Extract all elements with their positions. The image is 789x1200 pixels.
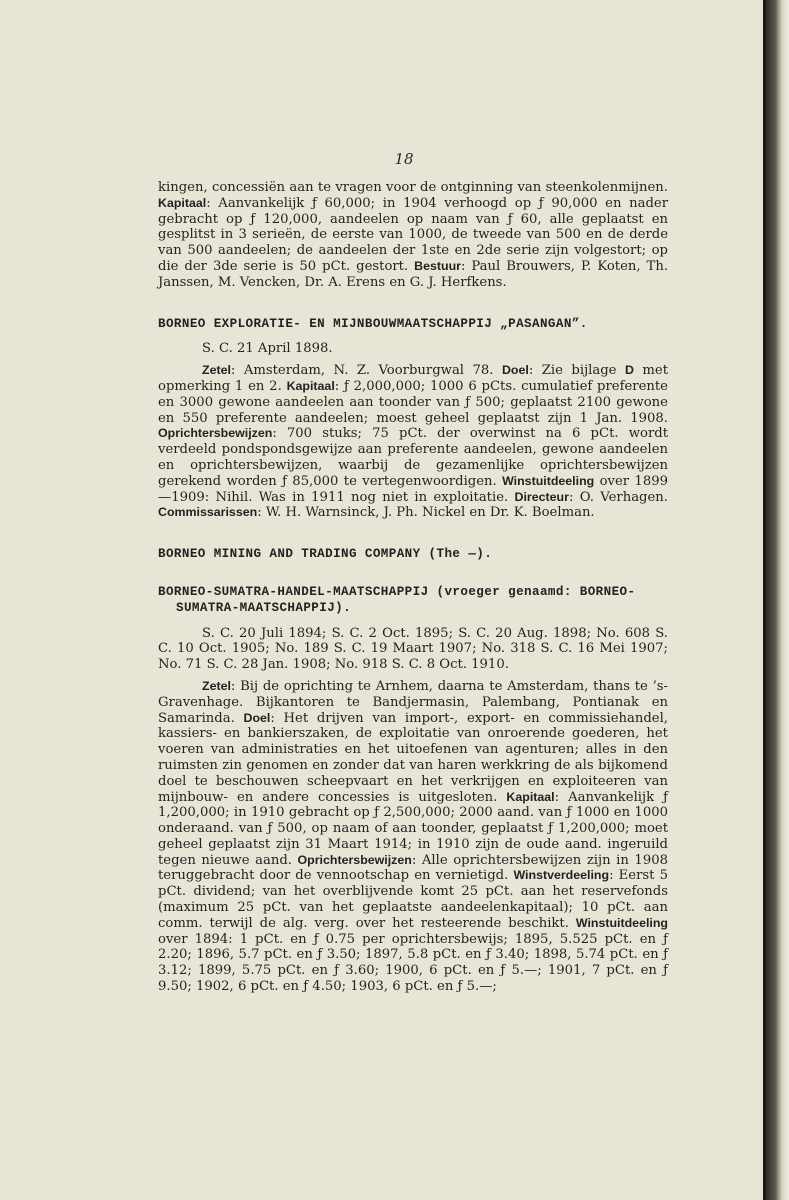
text-run: over 1894: 1 pCt. en ƒ 0.75 per oprichtersbewijs; 1895, 5.525 pCt. en ƒ 2.20; 1896, 5.7 pCt. en ƒ 3.50; 1897, 5.8 pCt. en ƒ 3.40; 1898, 5.74 pCt. en ƒ 3.12; 1899, 5.75 pCt. en ƒ 3.60; 1900, 6 pCt. en ƒ 5.—; 1901, 7 pCt. en ƒ 9.50; 1902, 6 pCt. en ƒ 4.50; 1903, 6 pCt. en ƒ 5.—; xyxy=(158,931,668,995)
text-run: : Amsterdam, N. Z. Voorburgwal 78. xyxy=(230,363,502,379)
keyword-kapitaal: Kapitaal xyxy=(506,789,555,804)
text-run: : Aanvankelijk ƒ 1,200,000; in 1910 gebracht op ƒ 2,500,000; 2000 aand. van ƒ 1000 en 1000 onderaand. van ƒ 500, op naam of aan toonder, geplaatst ƒ 1,200,000; moet geheel geplaatst zijn 31 Maart 1914; in 1910 zijn de oude aand. ingeruild tegen nieuwe aand. xyxy=(158,789,668,868)
keyword-doel: Doel xyxy=(243,710,271,725)
text-run: : W. H. Warnsinck, J. Ph. Nickel en Dr. K. Boelman. xyxy=(257,505,595,521)
text-run: kingen, concessiën aan te vragen voor de ontginning van steenkolenmijnen. xyxy=(158,180,668,195)
company-heading-borneo-sumatra: BORNEO-SUMATRA-HANDEL-MAATSCHAPPIJ (vroeger genaamd: BORNEO-SUMATRA-MAATSCHAPPIJ). xyxy=(158,584,636,615)
keyword-oprichtersbewijzen: Oprichtersbewijzen xyxy=(158,426,273,441)
text-run: : 700 stuks; 75 pCt. der overwinst na 6 pCt. wordt verdeeld pondspondsgewijze aan preferente aandeelen, gewone aandeelen en oprichtersbewijzen, waarbij de gezamenlijke oprichtersbewijzen gerekend worden ƒ 85,000 te vertegenwoordigen. xyxy=(158,426,668,489)
keyword-winstuitdeeling: Winstuitdeeling xyxy=(575,915,668,930)
keyword-kapitaal: Kapitaal xyxy=(286,378,335,393)
company-description xyxy=(158,363,668,521)
intro-paragraph xyxy=(158,180,668,291)
text-run: : Zie bijlage xyxy=(528,363,625,379)
text-run: : Het drijven van import-, export- en commissiehandel, kassiers- en bankierszaken, de exploitatie van onroerende goederen, het voeren van administraties en het uitoefenen van agenturen; alles in den ruimsten zin genomen en zonder dat van haren werkkring de als bijkomend doel te beschouwen scheepvaart en het verkrijgen en exploiteeren van mijnbouw- en andere concessies is uitgesloten. xyxy=(158,710,668,805)
keyword-directeur: Directeur xyxy=(514,489,569,504)
text-run: : Paul Brouwers, P. Koten, Th. Janssen, M. Vencken, Dr. A. Erens en G. J. Herfkens. xyxy=(158,258,669,290)
text-run: : Aanvankelijk ƒ 60,000; in 1904 verhoogd op ƒ 90,000 en nader gebracht op ƒ 120,000, aandeelen op naam van ƒ 60, alle geplaatst en gesplitst in 3 serieën, de eerste van 1000, de tweede van 500 en de derde van 500 aandeelen; de aandeelen der 1ste en 2de serie zijn volgestort; op die der 3de serie is 50 pCt. gestort. xyxy=(158,195,668,274)
keyword-bestuur: Bestuur xyxy=(414,258,461,273)
keyword-bijlage: D xyxy=(624,363,634,378)
statute-reference: S. C. 21 April 1898. xyxy=(202,341,333,357)
keyword-doel: Doel xyxy=(501,363,529,378)
company-description xyxy=(158,679,668,995)
keyword-oprichtersbewijzen: Oprichtersbewijzen xyxy=(297,852,412,867)
statute-reference: S. C. 20 Juli 1894; S. C. 2 Oct. 1895; S. C. 20 Aug. 1898; No. 608 S. C. 10 Oct. 1905; No. 189 S. C. 19 Maart 1907; No. 318 S. C. 16 Mei 1907; No. 71 S. C. 28 Jan. 1908; No. 918 S. C. 8 Oct. 1910. xyxy=(158,625,668,673)
keyword-zetel: Zetel xyxy=(202,678,231,693)
page-content xyxy=(158,180,668,995)
book-binding-edge xyxy=(766,0,789,1200)
text-run: over 1899—1909: Nihil. Was in 1911 nog niet in exploitatie. xyxy=(158,473,668,505)
text-run: met opmerking 1 en 2. xyxy=(158,363,669,394)
text-run: : Alle oprichtersbewijzen zijn in 1908 teruggebracht door de vennootschap en vernietigd. xyxy=(158,852,668,884)
page-number: 18 xyxy=(394,150,414,168)
keyword-commissarissen: Commissarissen xyxy=(158,505,258,520)
text-run: : ƒ 2,000,000; 1000 6 pCts. cumulatief preferente en 3000 gewone aandeelen aan toonder van ƒ 500; geplaatst 2100 gewone en 550 preferente aandeelen; moest geheel geplaatst zijn 1 Jan. 1908. xyxy=(158,378,668,426)
company-heading-pasangan: BORNEO EXPLORATIE- EN MIJNBOUWMAATSCHAPPIJ „PASANGAN”. xyxy=(158,316,588,331)
text-run: : Eerst 5 pCt. dividend; van het overblijvende komt 25 pCt. aan het reservefonds (maximum 25 pCt. van het geplaatste aandeelenkapitaal); 10 pCt. aan comm. terwijl de alg. verg. over het resteerende beschikt. xyxy=(158,868,668,931)
keyword-zetel: Zetel xyxy=(202,363,231,378)
text-run: : O. Verhagen. xyxy=(568,489,668,505)
keyword-winstverdeeling: Winstverdeeling xyxy=(513,868,610,883)
keyword-kapitaal: Kapitaal xyxy=(158,195,207,210)
text-run: : Bij de oprichting te Arnhem, daarna te Amsterdam, thans te ’s-Gravenhage. Bijkantoren te Bandjermasin, Palembang, Pontianak en Samarinda. xyxy=(158,678,668,726)
company-heading-mining-trading: BORNEO MINING AND TRADING COMPANY (The —). xyxy=(158,547,493,562)
keyword-winstuitdeeling: Winstuitdeeling xyxy=(502,473,595,488)
